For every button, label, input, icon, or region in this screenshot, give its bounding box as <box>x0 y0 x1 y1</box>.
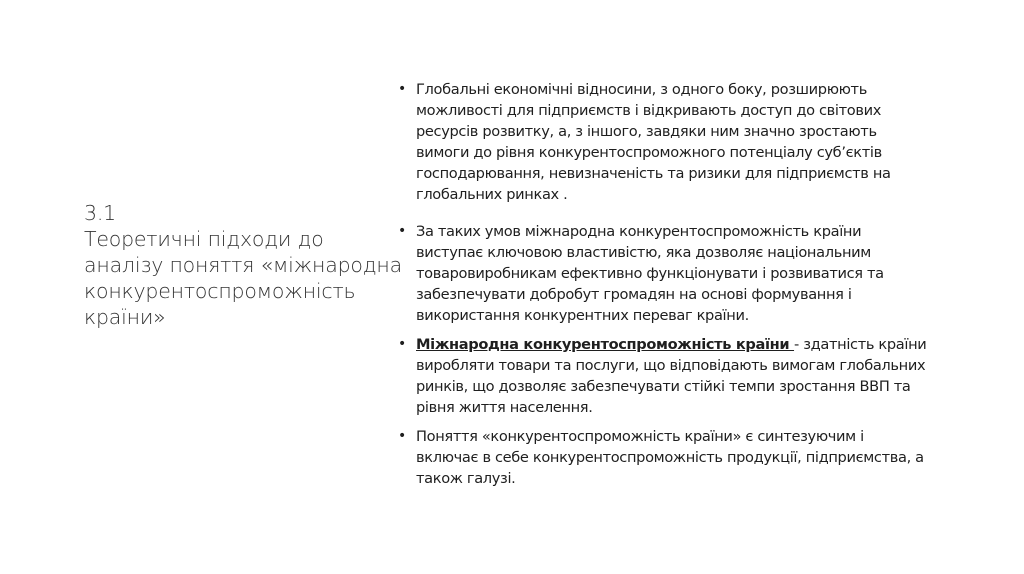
title-line: країни» <box>84 305 166 329</box>
bullet-item <box>398 426 988 489</box>
bullet-text-line: товаровиробникам ефективно функціонувати і розвиватися та <box>416 265 884 282</box>
bullet-text-line: також галузі. <box>416 470 516 487</box>
bullet-dot-icon: • <box>398 428 406 444</box>
title-line: Теоретичні підходи до <box>84 227 324 251</box>
bullet-text-line <box>416 334 988 355</box>
slide-body <box>398 79 988 489</box>
bullet-dot-icon: • <box>398 81 406 97</box>
slide-title <box>84 200 402 330</box>
bullet-item <box>398 334 988 418</box>
bullet-text-line: Глобальні економічні відносини, з одного боку, розширюють <box>416 81 867 98</box>
bullet-text-line: вимоги до рівня конкурентоспроможного потенціалу суб’єктів <box>416 144 882 161</box>
bullet-dot-icon: • <box>398 223 406 239</box>
bullet-text-line: Поняття «конкурентоспроможність країни» є синтезуючим і <box>416 428 864 445</box>
bullet-text-line: використання конкурентних переваг країни. <box>416 307 749 324</box>
bullet-item <box>398 79 988 205</box>
definition-term: Міжнародна конкурентоспроможність країни <box>416 336 795 353</box>
bullet-text-line: забезпечувати добробут громадян на основі формування і <box>416 286 852 303</box>
bullet-text-line: виробляти товари та послуги, що відповідають вимогам глобальних <box>416 357 926 374</box>
bullet-text-line: можливості для підприємств і відкривають доступ до світових <box>416 102 882 119</box>
bullet-text-line: включає в себе конкурентоспроможність продукції, підприємства, а <box>416 449 924 466</box>
bullet-text-line: виступає ключовою властивістю, яка дозволяє національним <box>416 244 871 261</box>
bullet-text-line: ринків, що дозволяє забезпечувати стійкі темпи зростання ВВП та <box>416 378 911 395</box>
bullet-item <box>398 221 988 326</box>
bullet-text-line: ресурсів розвитку, а, з іншого, завдяки ним значно зростають <box>416 123 877 140</box>
bullet-text-line: глобальних ринках . <box>416 186 568 203</box>
title-line: конкурентоспроможність <box>84 279 356 303</box>
title-line: аналізу поняття «міжнародна <box>84 253 402 277</box>
bullet-dot-icon: • <box>398 336 406 352</box>
bullet-text-line: господарювання, невизначеність та ризики для підприємств на <box>416 165 891 182</box>
bullet-text-line: рівня життя населення. <box>416 399 593 416</box>
bullet-text-line: За таких умов міжнародна конкурентоспроможність країни <box>416 223 862 240</box>
title-line: 3.1 <box>84 201 117 225</box>
definition-text: - здатність країни <box>794 336 927 353</box>
